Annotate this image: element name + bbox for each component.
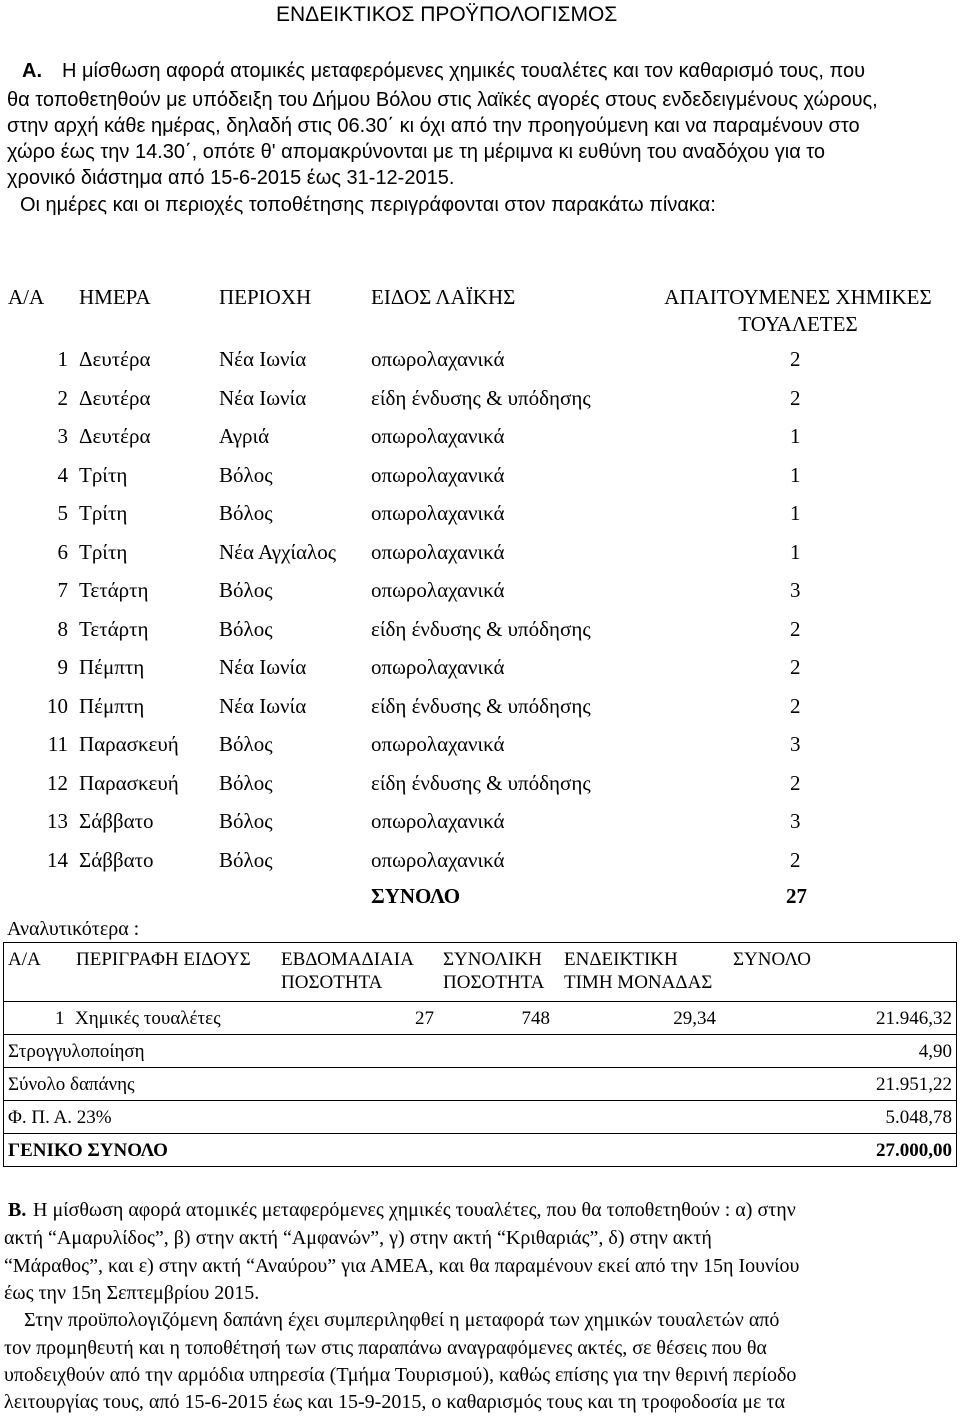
schedule-cell-count: 2 xyxy=(790,694,801,718)
rounding-label: Στρογγυλοποίηση xyxy=(8,1041,145,1062)
section-a-line: θα τοποθετηθούν με υπόδειξη του Δήμου Βόλου στις λαϊκές αγορές στους ενδεδειγμένους χώρους, xyxy=(7,89,878,111)
schedule-cell-type: είδη ένδυσης & υπόδησης xyxy=(371,694,591,718)
schedule-total-value: 27 xyxy=(786,884,807,908)
schedule-cell-count: 2 xyxy=(790,848,801,872)
section-a-line: χώρο έως την 14.30΄, οπότε θ' απομακρύνονται με τη μέριμνα κι ευθύνη του αναδόχου για το xyxy=(7,141,826,163)
schedule-cell-type: οπωρολαχανικά xyxy=(371,732,505,756)
schedule-cell-count: 1 xyxy=(790,540,801,564)
schedule-cell-day: Σάββατο xyxy=(79,809,154,833)
detail-header-total-qty: ΣΥΝΟΛΙΚΗ xyxy=(443,949,542,970)
schedule-header-day: ΗΜΕΡΑ xyxy=(79,285,151,309)
schedule-cell-day: Τρίτη xyxy=(79,463,128,487)
schedule-cell-area: Νέα Ιωνία xyxy=(219,655,307,679)
schedule-cell-day: Δευτέρα xyxy=(79,424,151,448)
page-title: ΕΝΔΕΙΚΤΙΚΟΣ ΠΡΟΫΠΟΛΟΓΙΣΜΟΣ xyxy=(276,3,618,26)
section-b-para2-line: Στην προϋπολογιζόμενη δαπάνη έχει συμπεριληφθεί η μεταφορά των χημικών τουαλετών από xyxy=(24,1309,780,1331)
schedule-cell-area: Νέα Ιωνία xyxy=(219,386,307,410)
detail-header-weekly-line2: ΠΟΣΟΤΗΤΑ xyxy=(281,972,383,993)
schedule-cell-day: Πέμπτη xyxy=(79,655,145,679)
detail-header-aa: Α/Α xyxy=(8,949,41,970)
schedule-cell-day: Τρίτη xyxy=(79,501,128,525)
section-a-label: Α. xyxy=(22,60,42,82)
schedule-cell-count: 1 xyxy=(790,463,801,487)
schedule-cell-aa: 13 xyxy=(47,809,68,833)
detail-header-total-qty-line2: ΠΟΣΟΤΗΤΑ xyxy=(443,972,545,993)
schedule-header-area: ΠΕΡΙΟΧΗ xyxy=(219,285,312,309)
schedule-cell-type: οπωρολαχανικά xyxy=(371,540,505,564)
schedule-cell-count: 2 xyxy=(790,617,801,641)
schedule-cell-count: 1 xyxy=(790,424,801,448)
schedule-cell-area: Βόλος xyxy=(219,578,273,602)
section-a-line: Η μίσθωση αφορά ατομικές μεταφερόμενες χημικές τουαλέτες και τον καθαρισμό τους, που xyxy=(62,60,866,82)
section-a-line: χρονικό διάστημα από 15-6-2015 έως 31-12-2015. xyxy=(7,167,455,189)
schedule-header-type: ΕΙΔΟΣ ΛΑΪΚΗΣ xyxy=(371,285,516,309)
schedule-cell-type: είδη ένδυσης & υπόδησης xyxy=(371,771,591,795)
schedule-cell-count: 3 xyxy=(790,809,801,833)
schedule-cell-type: οπωρολαχανικά xyxy=(371,463,505,487)
schedule-cell-aa: 9 xyxy=(57,655,68,679)
schedule-cell-aa: 2 xyxy=(57,386,68,410)
schedule-cell-type: οπωρολαχανικά xyxy=(371,655,505,679)
detail-header-unit-price-line2: ΤΙΜΗ ΜΟΝΑΔΑΣ xyxy=(564,972,713,993)
schedule-cell-day: Τετάρτη xyxy=(79,617,149,641)
schedule-cell-area: Νέα Αγχίαλος xyxy=(219,540,337,564)
schedule-cell-area: Νέα Ιωνία xyxy=(219,347,307,371)
schedule-cell-count: 1 xyxy=(790,501,801,525)
schedule-cell-day: Παρασκευή xyxy=(79,732,179,756)
schedule-cell-aa: 1 xyxy=(57,347,68,371)
schedule-header-required-line2: ΤΟΥΑΛΕΤΕΣ xyxy=(738,312,858,336)
schedule-cell-count: 2 xyxy=(790,386,801,410)
section-a-intro: Οι ημέρες και οι περιοχές τοποθέτησης περιγράφονται στον παρακάτω πίνακα: xyxy=(20,194,716,216)
schedule-cell-area: Βόλος xyxy=(219,809,273,833)
grand-total-label: ΓΕΝΙΚΟ ΣΥΝΟΛΟ xyxy=(8,1140,168,1161)
vat-value: 5.048,78 xyxy=(885,1107,952,1128)
schedule-cell-aa: 11 xyxy=(47,732,68,756)
schedule-cell-type: είδη ένδυσης & υπόδησης xyxy=(371,617,591,641)
schedule-cell-day: Πέμπτη xyxy=(79,694,145,718)
section-b-para2-line: λειτουργίας τους, από 15-6-2015 έως και 15-9-2015, ο καθαρισμός τους και τη τροφοδοσία με τα xyxy=(4,1391,785,1413)
cost-value: 21.951,22 xyxy=(876,1074,952,1095)
schedule-cell-type: οπωρολαχανικά xyxy=(371,848,505,872)
schedule-cell-area: Βόλος xyxy=(219,771,273,795)
schedule-cell-day: Δευτέρα xyxy=(79,347,151,371)
schedule-cell-type: οπωρολαχανικά xyxy=(371,578,505,602)
schedule-cell-aa: 7 xyxy=(57,578,68,602)
schedule-cell-aa: 8 xyxy=(57,617,68,641)
detail-item-total-qty: 748 xyxy=(521,1008,550,1029)
schedule-cell-count: 2 xyxy=(790,655,801,679)
schedule-cell-aa: 5 xyxy=(57,501,68,525)
grand-total-value: 27.000,00 xyxy=(876,1140,952,1161)
schedule-total-label: ΣΥΝΟΛΟ xyxy=(371,884,461,908)
section-a-line: στην αρχή κάθε ημέρας, δηλαδή στις 06.30΄ κι όχι από την προηγούμενη και να παραμένουν στο xyxy=(7,115,860,137)
schedule-cell-area: Αγριά xyxy=(219,424,270,448)
section-b-para2-line: υποδειχθούν από την αρμόδια υπηρεσία (Τμήμα Τουρισμού), καθώς επίσης για την θερινή περίοδο xyxy=(4,1364,797,1386)
detail-header-desc: ΠΕΡΙΓΡΑΦΗ ΕΙΔΟΥΣ xyxy=(76,949,251,970)
schedule-cell-day: Τετάρτη xyxy=(79,578,149,602)
schedule-cell-type: οπωρολαχανικά xyxy=(371,424,505,448)
schedule-cell-area: Βόλος xyxy=(219,848,273,872)
schedule-cell-day: Τρίτη xyxy=(79,540,128,564)
schedule-cell-type: οπωρολαχανικά xyxy=(371,809,505,833)
schedule-cell-aa: 6 xyxy=(57,540,68,564)
section-b-line: “Μάραθος”, και ε) στην ακτή “Αναύρου” για ΑΜΕΑ, και θα παραμένουν εκεί από την 15η Ιουνίου xyxy=(4,1255,800,1277)
detail-header-weekly: ΕΒΔΟΜΑΔΙΑΙΑ xyxy=(281,949,414,970)
schedule-cell-area: Βόλος xyxy=(219,617,273,641)
schedule-cell-area: Βόλος xyxy=(219,463,273,487)
schedule-cell-count: 3 xyxy=(790,732,801,756)
schedule-cell-area: Βόλος xyxy=(219,732,273,756)
detail-item-unit-price: 29,34 xyxy=(673,1008,716,1029)
section-b-line: ακτή “Αμαρυλίδος”, β) στην ακτή “Αμφανών”, γ) στην ακτή “Κριθαριάς”, δ) στην ακτή xyxy=(4,1227,712,1249)
vat-label: Φ. Π. Α. 23% xyxy=(8,1107,112,1128)
detail-header-sum: ΣΥΝΟΛΟ xyxy=(733,949,812,970)
section-b-line: Η μίσθωση αφορά ατομικές μεταφερόμενες χημικές τουαλέτες, που θα τοποθετηθούν : α) στην xyxy=(33,1199,796,1221)
detail-item-aa: 1 xyxy=(55,1008,65,1029)
schedule-cell-count: 3 xyxy=(790,578,801,602)
rounding-value: 4,90 xyxy=(918,1041,952,1062)
schedule-cell-aa: 14 xyxy=(47,848,68,872)
detail-item-weekly: 27 xyxy=(415,1008,434,1029)
schedule-cell-aa: 3 xyxy=(57,424,68,448)
section-b-line: έως την 15η Σεπτεμβρίου 2015. xyxy=(4,1282,260,1304)
schedule-cell-type: οπωρολαχανικά xyxy=(371,501,505,525)
schedule-cell-aa: 12 xyxy=(47,771,68,795)
detail-header-unit-price: ΕΝΔΕΙΚΤΙΚΗ xyxy=(564,949,678,970)
detail-item-desc: Χημικές τουαλέτες xyxy=(75,1008,221,1029)
schedule-cell-type: οπωρολαχανικά xyxy=(371,347,505,371)
cost-label: Σύνολο δαπάνης xyxy=(8,1074,135,1095)
schedule-cell-day: Δευτέρα xyxy=(79,386,151,410)
schedule-cell-day: Παρασκευή xyxy=(79,771,179,795)
section-b-label: Β. xyxy=(8,1199,27,1221)
schedule-cell-day: Σάββατο xyxy=(79,848,154,872)
schedule-cell-aa: 4 xyxy=(57,463,68,487)
detail-heading: Αναλυτικότερα : xyxy=(7,918,140,940)
schedule-header-required: ΑΠΑΙΤΟΥΜΕΝΕΣ ΧΗΜΙΚΕΣ xyxy=(664,285,932,309)
schedule-cell-type: είδη ένδυσης & υπόδησης xyxy=(371,386,591,410)
detail-item-sum: 21.946,32 xyxy=(876,1008,952,1029)
schedule-cell-area: Βόλος xyxy=(219,501,273,525)
schedule-cell-count: 2 xyxy=(790,771,801,795)
schedule-cell-count: 2 xyxy=(790,347,801,371)
schedule-header-aa: Α/Α xyxy=(8,285,45,309)
schedule-cell-aa: 10 xyxy=(47,694,68,718)
section-b-para2-line: τον προμηθευτή και η τοποθέτησή των στις παραπάνω αναγραφόμενες ακτές, σε θέσεις που θα xyxy=(4,1337,767,1359)
schedule-cell-area: Νέα Ιωνία xyxy=(219,694,307,718)
